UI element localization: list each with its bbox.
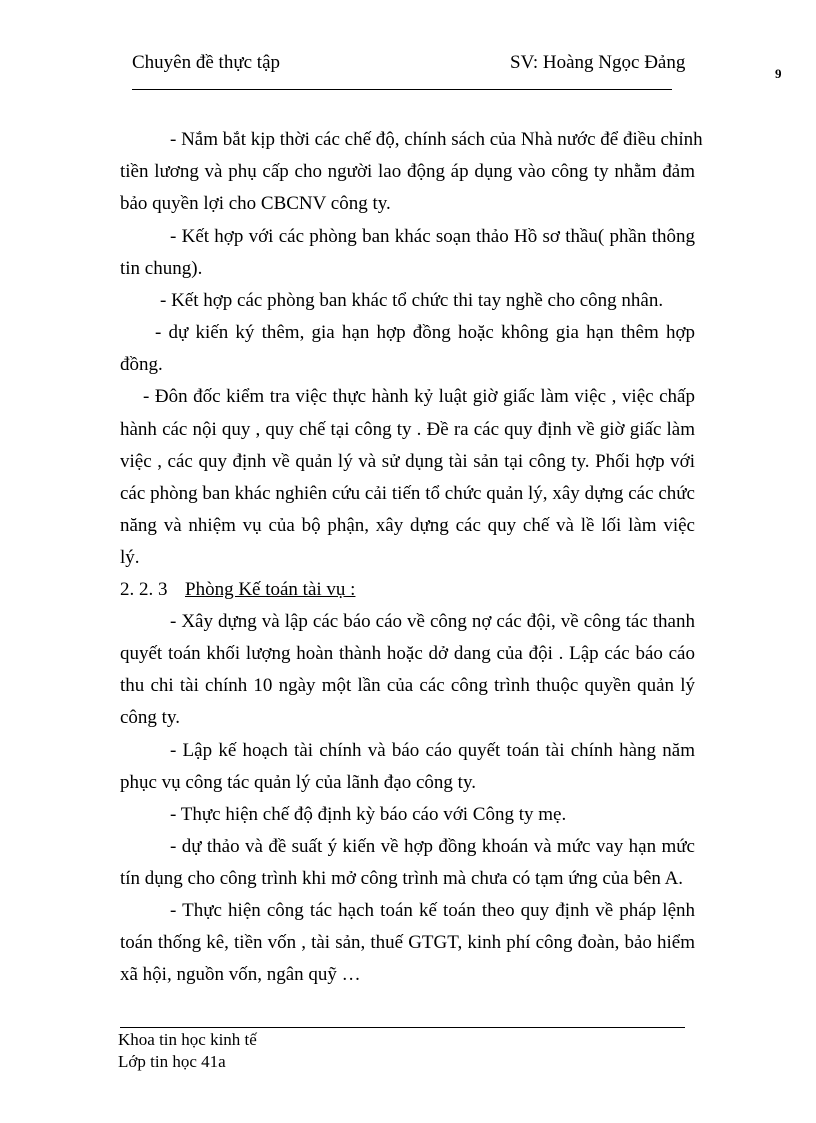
- paragraph-line: - Đôn đốc kiểm tra việc thực hành kỷ luật giờ giấc làm việc , việc chấp: [143, 386, 695, 407]
- paragraph-line: tin chung).: [120, 258, 203, 279]
- paragraph-line: - Thực hiện công tác hạch toán kế toán theo quy định về pháp lệnh: [170, 900, 695, 921]
- paragraph-line: - Lập kế hoạch tài chính và báo cáo quyết toán tài chính hàng năm: [170, 740, 695, 761]
- paragraph-line: hành các nội quy , quy chế tại công ty . Đề ra các quy định về giờ giấc làm: [120, 419, 695, 440]
- header-document-title: Chuyên đề thực tập: [132, 52, 281, 73]
- paragraph-line: toán thống kê, tiền vốn , tài sản, thuế GTGT, kinh phí công đoàn, bảo hiểm: [120, 932, 695, 953]
- section-number: 2. 2. 3: [120, 579, 168, 600]
- section-heading: Phòng Kế toán tài vụ :: [185, 579, 356, 600]
- footer-class: Lớp tin học 41a: [118, 1052, 226, 1071]
- paragraph-line: quyết toán khối lượng hoàn thành hoặc dở dang của đội . Lập các báo cáo: [120, 643, 695, 664]
- footer-faculty: Khoa tin học kinh tế: [118, 1030, 257, 1049]
- paragraph-line: phục vụ công tác quản lý của lãnh đạo công ty.: [120, 772, 476, 793]
- page-number: 9: [775, 66, 782, 81]
- paragraph-line: - Thực hiện chế độ định kỳ báo cáo với Công ty mẹ.: [170, 804, 567, 825]
- paragraph-line: - dự thảo và đề suất ý kiến về hợp đồng khoán và mức vay hạn mức: [170, 836, 695, 857]
- paragraph-line: lý.: [120, 547, 140, 568]
- header-divider: [132, 89, 672, 90]
- paragraph-line: xã hội, nguồn vốn, ngân quỹ …: [120, 964, 361, 985]
- paragraph-line: thu chi tài chính 10 ngày một lần của các công trình thuộc quyền quản lý: [120, 675, 695, 696]
- paragraph-line: - dự kiến ký thêm, gia hạn hợp đồng hoặc không gia hạn thêm hợp: [155, 322, 695, 343]
- paragraph-line: đồng.: [120, 354, 163, 375]
- paragraph-line: - Kết hợp các phòng ban khác tổ chức thi tay nghề cho công nhân.: [160, 290, 664, 311]
- paragraph-line: năng và nhiệm vụ của bộ phận, xây dựng các quy chế và lề lối làm việc: [120, 515, 695, 536]
- paragraph-line: công ty.: [120, 707, 180, 728]
- paragraph-line: việc , các quy định về quản lý và sử dụng tài sản tại công ty. Phối hợp với: [120, 451, 695, 472]
- paragraph-line: bảo quyền lợi cho CBCNV công ty.: [120, 193, 391, 214]
- header-student-name: SV: Hoàng Ngọc Đảng: [510, 52, 686, 73]
- paragraph-line: - Nắm bắt kịp thời các chế độ, chính sách của Nhà nước để điều chỉnh: [170, 129, 703, 150]
- footer-divider: [120, 1027, 685, 1028]
- paragraph-line: tiền lương và phụ cấp cho người lao động áp dụng vào công ty nhằm đảm: [120, 161, 695, 182]
- paragraph-line: - Kết hợp với các phòng ban khác soạn thảo Hồ sơ thầu( phần thông: [170, 226, 695, 247]
- paragraph-line: - Xây dựng và lập các báo cáo về công nợ các đội, về công tác thanh: [170, 611, 695, 632]
- paragraph-line: tín dụng cho công trình khi mở công trình mà chưa có tạm ứng của bên A.: [120, 868, 684, 889]
- paragraph-line: các phòng ban khác nghiên cứu cải tiến tổ chức quản lý, xây dựng các chức: [120, 483, 695, 504]
